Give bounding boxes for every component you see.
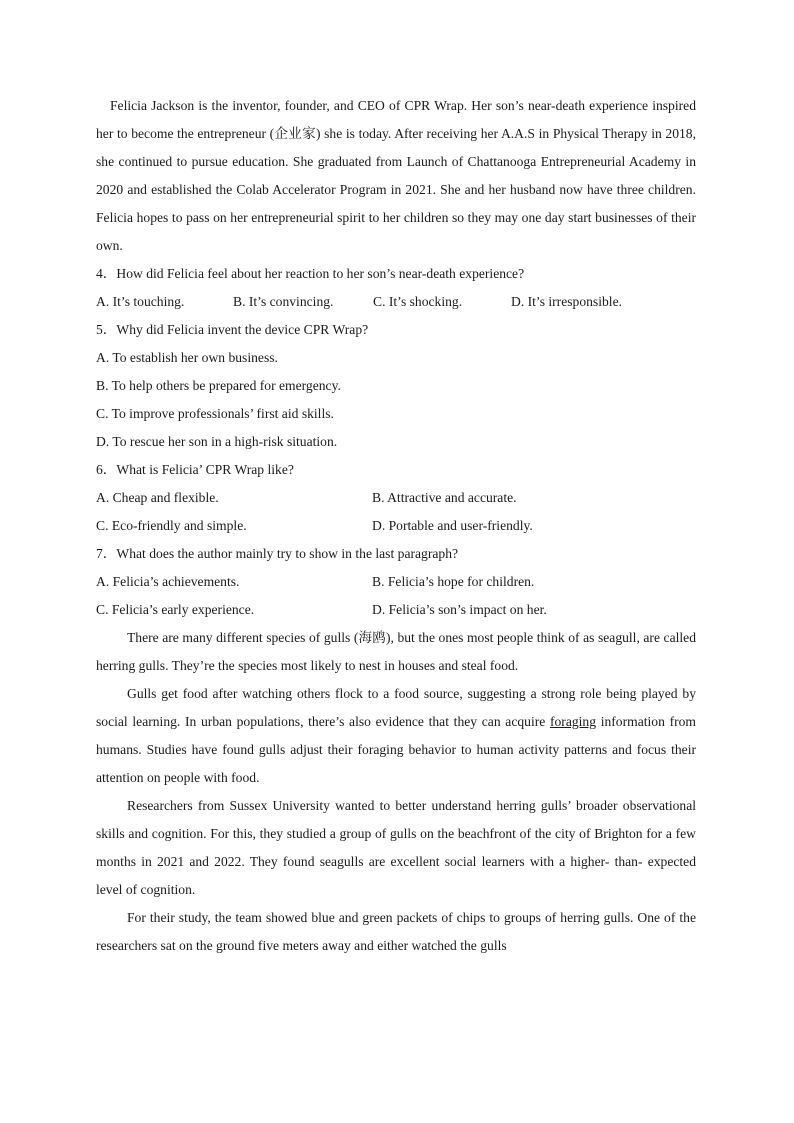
question-6-options-row-1 xyxy=(96,484,696,512)
question-7-options-row-1 xyxy=(96,568,696,596)
option-a: A. Cheap and flexible. xyxy=(96,490,219,505)
document-page xyxy=(96,92,696,960)
option-b: B. Attractive and accurate. xyxy=(372,490,517,505)
option-b: B. It’s convincing. xyxy=(233,294,334,309)
option-d: D. Felicia’s son’s impact on her. xyxy=(372,602,547,617)
question-6: 6．What is Felicia’ CPR Wrap like? xyxy=(96,462,294,477)
passage-2-paragraph-3: Researchers from Sussex University wanted to better understand herring gulls’ broader observational skills and cognition. For this, they studied a group of gulls on the beachfront of the city of Brighton for a few months in 2021 and 2022. They found seagulls are excellent social learners with a higher- than- expected level of cognition. xyxy=(96,798,696,897)
option-a: A. Felicia’s achievements. xyxy=(96,574,240,589)
option-c: C. Eco-friendly and simple. xyxy=(96,518,247,533)
question-4-options xyxy=(96,288,696,316)
passage-2-paragraph-4: For their study, the team showed blue and green packets of chips to groups of herring gulls. One of the researchers sat on the ground five meters away and either watched the gulls xyxy=(96,910,696,953)
question-7: 7．What does the author mainly try to show in the last paragraph? xyxy=(96,546,459,561)
passage-paragraph: Felicia Jackson is the inventor, founder, and CEO of CPR Wrap. Her son’s near-death experience inspired her to become the entrepreneur (企业家) she is today. After receiving her A.A.S in Physical Therapy in 2018, she continued to pursue education. She graduated from Launch of Chattanooga Entrepreneurial Academy in 2020 and established the Colab Accelerator Program in 2021. She and her husband now have three children. Felicia hopes to pass on her entrepreneurial spirit to her children so they may one day start businesses of their own. xyxy=(96,98,696,253)
passage-2-paragraph-1: There are many different species of gulls (海鸥), but the ones most people think of as seagull, are called herring gulls. They’re the species most likely to nest in houses and steal food. xyxy=(96,630,696,673)
question-6-options-row-2 xyxy=(96,512,696,540)
paragraph-text: Gulls get food after watching others flock to a food source, suggesting a strong role being played by social learning. In urban populations, there’s also evidence that they can acquire xyxy=(96,686,696,729)
option-a: A. It’s touching. xyxy=(96,294,185,309)
option-b: B. To help others be prepared for emergency. xyxy=(96,378,341,393)
passage-2-paragraph-2 xyxy=(96,680,696,792)
underlined-word: foraging xyxy=(549,714,597,729)
question-7-options-row-2 xyxy=(96,596,696,624)
option-c: C. It’s shocking. xyxy=(373,294,463,309)
option-b: B. Felicia’s hope for children. xyxy=(372,574,535,589)
question-5: 5．Why did Felicia invent the device CPR Wrap? xyxy=(96,322,369,337)
option-d: D. To rescue her son in a high-risk situation. xyxy=(96,434,338,449)
option-c: C. To improve professionals’ first aid skills. xyxy=(96,406,334,421)
option-d: D. It’s irresponsible. xyxy=(511,294,622,309)
question-4: 4．How did Felicia feel about her reaction to her son’s near-death experience? xyxy=(96,266,525,281)
option-d: D. Portable and user-friendly. xyxy=(372,518,533,533)
option-a: A. To establish her own business. xyxy=(96,350,278,365)
option-c: C. Felicia’s early experience. xyxy=(96,602,255,617)
paragraph-text: information from humans. Studies have found gulls adjust their foraging behavior to human activity patterns and focus their attention on people with food. xyxy=(96,714,696,785)
